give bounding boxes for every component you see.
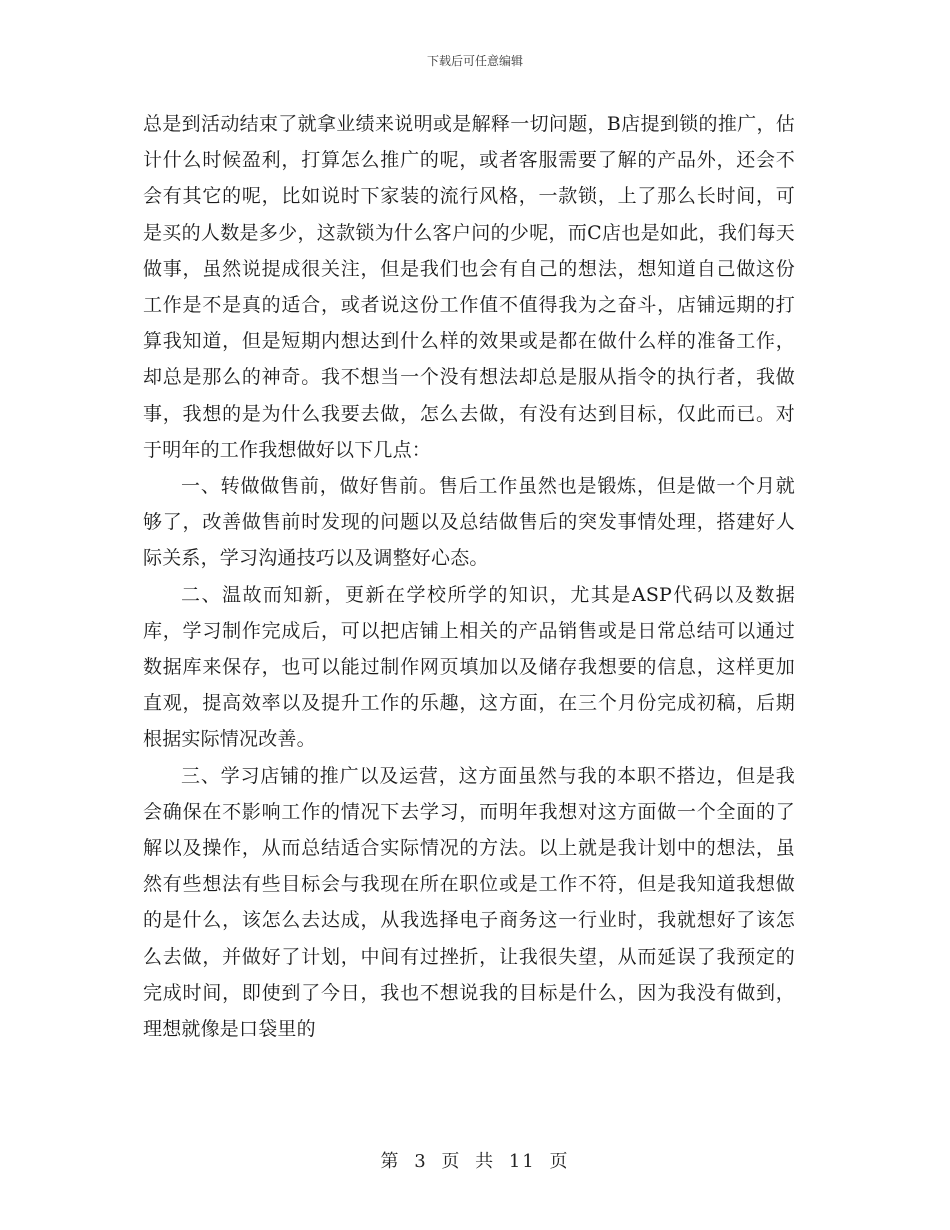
paragraph-point-3: 三、学习店铺的推广以及运营，这方面虽然与我的本职不搭边，但是我会确保在不影响工作的情况下去学习，而明年我想对这方面做一个全面的了解以及操作，从而总结适合实际情况的方法。以上就是我计划中的想法，虽然有些想法有些目标会与我现在所在职位或是工作不符，但是我知道我想做的是什么，该怎么去达成，从我选择电子商务这一行业时，我就想好了该怎么去做，并做好了计划，中间有过挫折，让我很失望，从而延误了我预定的完成时间，即使到了今日，我也不想说我的目标是什么，因为我没有做到，理想就像是口袋里的 — [143, 764, 795, 1041]
paragraph-point-1: 一、转做做售前，做好售前。售后工作虽然也是锻炼，但是做一个月就够了，改善做售前时发现的问题以及总结做售后的突发事情处理，搭建好人际关系，学习沟通技巧以及调整好心态。 — [143, 475, 795, 570]
paragraph-point-2: 二、温故而知新，更新在学校所学的知识，尤其是ASP代码以及数据库，学习制作完成后，可以把店铺上相关的产品销售或是日常总结可以通过数据库来保存，也可以能过制作网页填加以及储存我想要的信息，这样更加直观，提高效率以及提升工作的乐趣，这方面，在三个月份完成初稿，后期根据实际情况改善。 — [143, 583, 795, 751]
document-body — [143, 106, 795, 1047]
page-header: 下载后可任意编辑 — [426, 54, 523, 68]
paragraph-intro: 总是到活动结束了就拿业绩来说明或是解释一切问题，B店提到锁的推广，估计什么时候盈利，打算怎么推广的呢，或者客服需要了解的产品外，还会不会有其它的呢，比如说时下家装的流行风格，一款锁，上了那么长时间，可是买的人数是多少，这款锁为什么客户问的少呢，而C店也是如此，我们每天做事，虽然说提成很关注，但是我们也会有自己的想法，想知道自己做这份工作是不是真的适合，或者说这份工作值不值得我为之奋斗，店铺远期的打算我知道，但是短期内想达到什么样的效果或是都在做什么样的准备工作，却总是那么的神奇。我不想当一个没有想法却总是服从指令的执行者，我做事，我想的是为什么我要去做，怎么去做，有没有达到目标，仅此而已。对于明年的工作我想做好以下几点： — [143, 113, 795, 461]
page-footer: 第 3 页 共 11 页 — [380, 1151, 570, 1172]
